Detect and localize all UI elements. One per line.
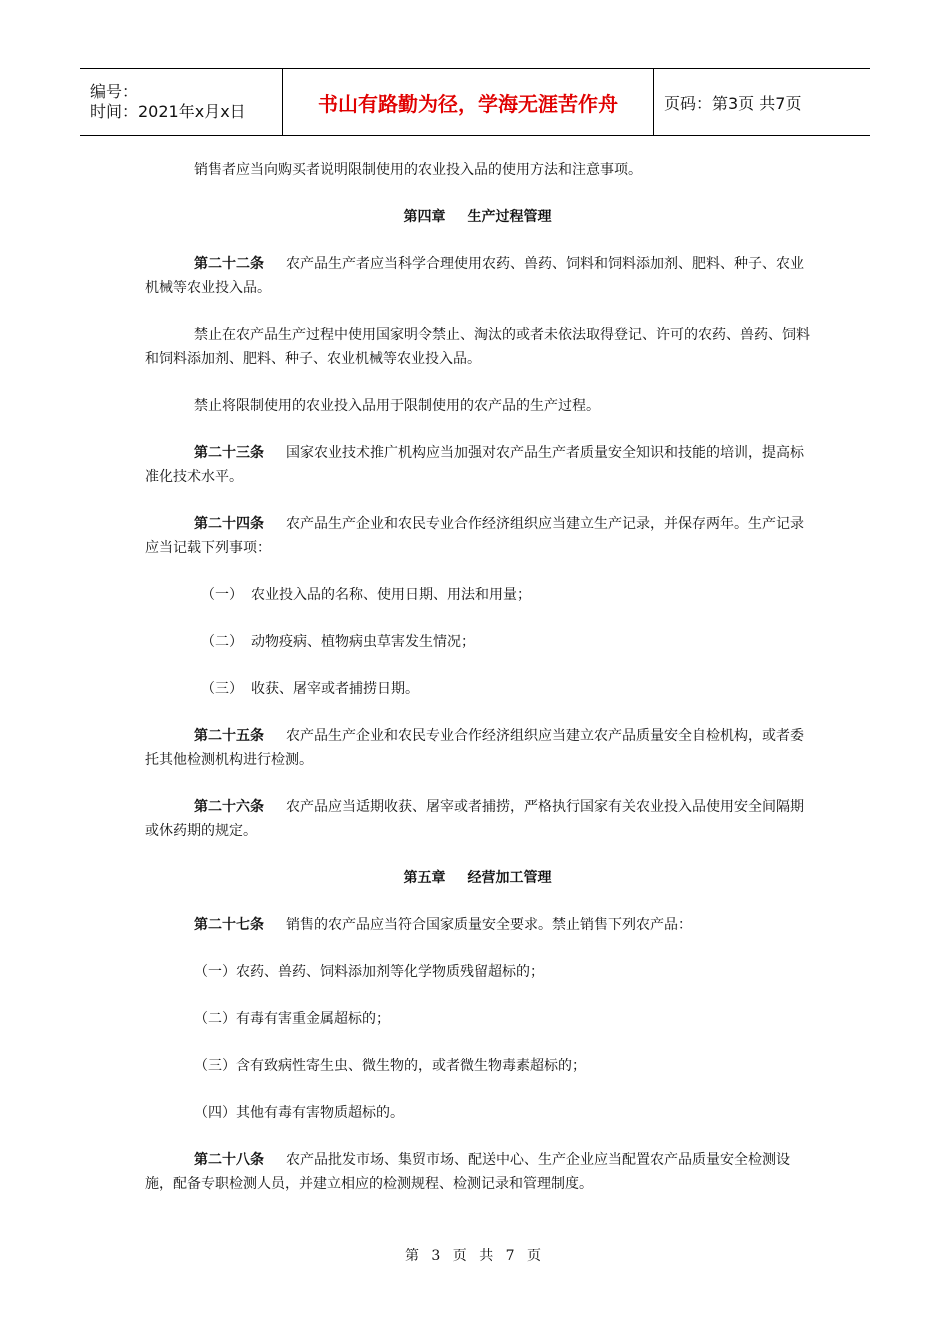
article-text: 农产品生产者应当科学合理使用农药、兽药、饲料和饲料添加剂、肥料、种子、农业机械等农业投入品。 (145, 256, 804, 296)
item-number: （二） (201, 634, 243, 650)
list-item (145, 630, 810, 654)
paragraph: 禁止在农产品生产过程中使用国家明令禁止、淘汰的或者未依法取得登记、许可的农药、兽药、饲料和饲料添加剂、肥料、种子、农业机械等农业投入品。 (145, 327, 810, 367)
article-27 (145, 913, 810, 937)
article-text: 农产品应当适期收获、屠宰或者捕捞，严格执行国家有关农业投入品使用安全间隔期或休药期的规定。 (145, 799, 804, 839)
list-item (145, 583, 810, 607)
article-label: 第二十八条 (194, 1152, 264, 1168)
item-number: （一） (201, 587, 243, 603)
chapter-number: 第五章 (403, 870, 446, 886)
article-28 (145, 1148, 810, 1196)
article-label: 第二十三条 (194, 445, 264, 461)
document-body (145, 158, 810, 1219)
article-label: 第二十七条 (194, 917, 264, 933)
article-text: 销售的农产品应当符合国家质量安全要求。禁止销售下列农产品： (286, 917, 692, 933)
list-item (145, 677, 810, 701)
article-25 (145, 724, 810, 772)
article-label: 第二十五条 (194, 728, 264, 744)
chapter-heading-4 (145, 205, 810, 229)
article-text: 国家农业技术推广机构应当加强对农产品生产者质量安全知识和技能的培训，提高标准化技术水平。 (145, 445, 804, 485)
article-22 (145, 252, 810, 300)
article-text: 农产品生产企业和农民专业合作经济组织应当建立生产记录，并保存两年。生产记录应当记载下列事项： (145, 516, 804, 556)
article-text: 农产品生产企业和农民专业合作经济组织应当建立农产品质量安全自检机构，或者委托其他检测机构进行检测。 (145, 728, 804, 768)
article-label: 第二十四条 (194, 516, 264, 532)
article-text: 农产品批发市场、集贸市场、配送中心、生产企业应当配置农产品质量安全检测设施，配备专职检测人员，并建立相应的检测规程、检测记录和管理制度。 (145, 1152, 790, 1192)
chapter-heading-5 (145, 866, 810, 890)
number-label: 编号： (90, 82, 139, 101)
header-motto: 书山有路勤为径，学海无涯苦作舟 (282, 69, 654, 135)
list-item: （三）含有致病性寄生虫、微生物的，或者微生物毒素超标的； (194, 1058, 586, 1074)
paragraph: 销售者应当向购买者说明限制使用的农业投入品的使用方法和注意事项。 (194, 162, 642, 178)
item-text: 农业投入品的名称、使用日期、用法和用量； (251, 587, 531, 603)
date-label: 时间：2021年x月x日 (90, 102, 246, 121)
article-label: 第二十二条 (194, 256, 264, 272)
chapter-number: 第四章 (403, 209, 446, 225)
chapter-title: 生产过程管理 (467, 209, 552, 225)
article-label: 第二十六条 (194, 799, 264, 815)
header-left-cell (80, 69, 282, 135)
article-26 (145, 795, 810, 843)
item-text: 收获、屠宰或者捕捞日期。 (251, 681, 419, 697)
list-item: （四）其他有毒有害物质超标的。 (194, 1105, 404, 1121)
list-item: （二）有毒有害重金属超标的； (194, 1011, 390, 1027)
article-23 (145, 441, 810, 489)
page-footer: 第 3 页 共 7 页 (404, 1248, 546, 1264)
item-number: （三） (201, 681, 243, 697)
chapter-title: 经营加工管理 (467, 870, 552, 886)
paragraph: 禁止将限制使用的农业投入品用于限制使用的农产品的生产过程。 (194, 398, 600, 414)
header-page-label: 页码：第3页 共7页 (664, 93, 802, 113)
document-header (80, 68, 870, 136)
item-text: 动物疫病、植物病虫草害发生情况； (251, 634, 475, 650)
list-item: （一）农药、兽药、饲料添加剂等化学物质残留超标的； (194, 964, 544, 980)
article-24 (145, 512, 810, 560)
